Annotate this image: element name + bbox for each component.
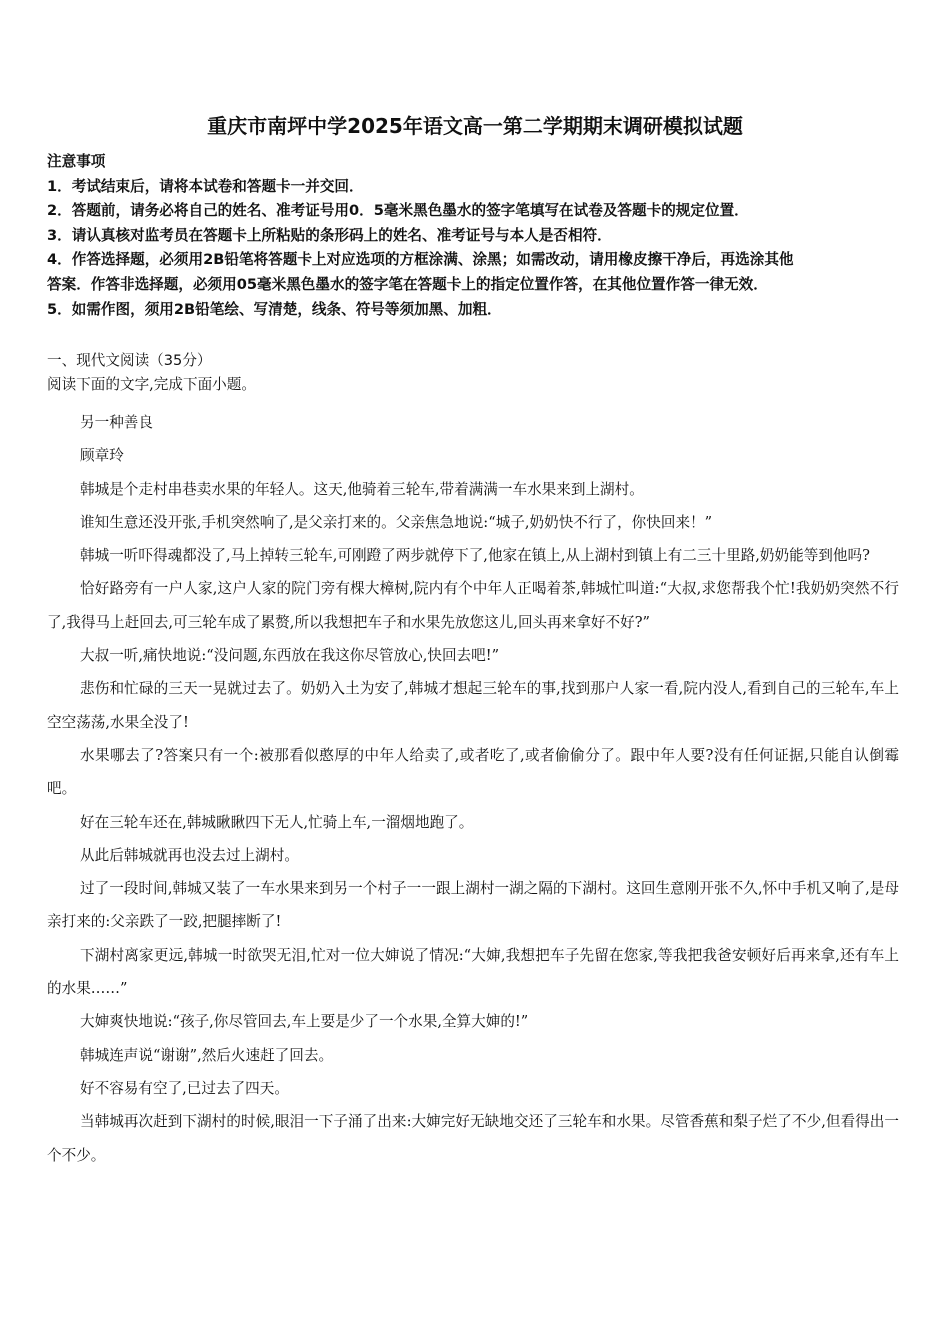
section-instruction: 阅读下面的文字,完成下面小题。 [47,376,256,393]
article-paragraph: 水果哪去了?答案只有一个:被那看似憨厚的中年人给卖了,或者吃了,或者偷偷分了。跟中年人要?没有任何证据,只能自认倒霉吧。 [47,746,899,798]
article-paragraph: 当韩城再次赶到下湖村的时候,眼泪一下子涌了出来:大婶完好无缺地交还了三轮车和水果。尽管香蕉和梨子烂了不少,但看得出一个不少。 [47,1113,899,1164]
notice-item: 答案．作答非选择题，必须用05毫米黑色墨水的签字笔在答题卡上的指定位置作答，在其他位置作答一律无效． [47,275,768,293]
article-paragraph: 悲伤和忙碌的三天一晃就过去了。奶奶入土为安了,韩城才想起三轮车的事,找到那户人家一看,院内没人,看到自己的三轮车,车上空空荡荡,水果全没了! [47,680,899,731]
notice-item: 4．作答选择题，必须用2B铅笔将答题卡上对应选项的方框涂满、涂黑；如需改动，请用橡皮擦干净后，再选涂其他 [47,251,794,269]
notice-item: 1．考试结束后，请将本试卷和答题卡一并交回． [47,177,364,195]
article-paragraph: 大婶爽快地说:“孩子,你尽管回去,车上要是少了一个水果,全算大婶的!” [80,1013,529,1031]
article-author: 顾章玲 [80,447,124,465]
article-title: 另一种善良 [80,414,153,431]
article-paragraph: 好不容易有空了,已过去了四天。 [80,1079,289,1097]
article-paragraph: 好在三轮车还在,韩城瞅瞅四下无人,忙骑上车,一溜烟地跑了。 [80,813,474,831]
article-paragraph: 下湖村离家更远,韩城一时欲哭无泪,忙对一位大婶说了情况:“大婶,我想把车子先留在您家,等我把我爸安顿好后再来拿,还有车上的水果……” [47,946,899,998]
notice-heading: 注意事项 [47,153,106,170]
article-paragraph: 韩城是个走村串巷卖水果的年轻人。这天,他骑着三轮车,带着满满一车水果来到上湖村。 [80,480,644,498]
article-paragraph: 大叔一听,痛快地说:“没问题,东西放在我这你尽管放心,快回去吧!” [80,647,500,665]
article-paragraph: 从此后韩城就再也没去过上湖村。 [80,846,299,864]
article-paragraph: 恰好路旁有一户人家,这户人家的院门旁有棵大樟树,院内有个中年人正喝着茶,韩城忙叫道:“大叔,求您帮我个忙!我奶奶突然不行了,我得马上赶回去,可三轮车成了累赘,所以我想把车子和水果先放您这儿,回头再来拿好不好?” [47,580,899,631]
article-paragraph: 韩城连声说“谢谢”,然后火速赶了回去。 [80,1046,334,1064]
article-paragraph: 韩城一听吓得魂都没了,马上掉转三轮车,可刚蹬了两步就停下了,他家在镇上,从上湖村到镇上有二三十里路,奶奶能等到他吗? [80,547,870,565]
section-heading: 一、现代文阅读（35分） [47,352,212,369]
article-paragraph: 过了一段时间,韩城又装了一车水果来到另一个村子一一跟上湖村一湖之隔的下湖村。这回生意刚开张不久,怀中手机又响了,是母亲打来的:父亲跌了一跤,把腿摔断了! [47,880,899,931]
reading-article [47,406,899,1172]
notice-section [47,150,907,322]
article-paragraph: 谁知生意还没开张,手机突然响了,是父亲打来的。父亲焦急地说:“城子,奶奶快不行了，你快回来！” [80,513,713,531]
notice-item: 5．如需作图，须用2B铅笔绘、写清楚，线条、符号等须加黑、加粗． [47,300,502,318]
notice-item: 2．答题前，请务必将自己的姓名、准考证号用0．5毫米黑色墨水的签字笔填写在试卷及答题卡的规定位置． [47,202,749,220]
notice-item: 3．请认真核对监考员在答题卡上所粘贴的条形码上的姓名、准考证号与本人是否相符． [47,226,612,244]
exam-title: 重庆市南坪中学2025年语文高一第二学期期末调研模拟试题 [207,114,743,138]
